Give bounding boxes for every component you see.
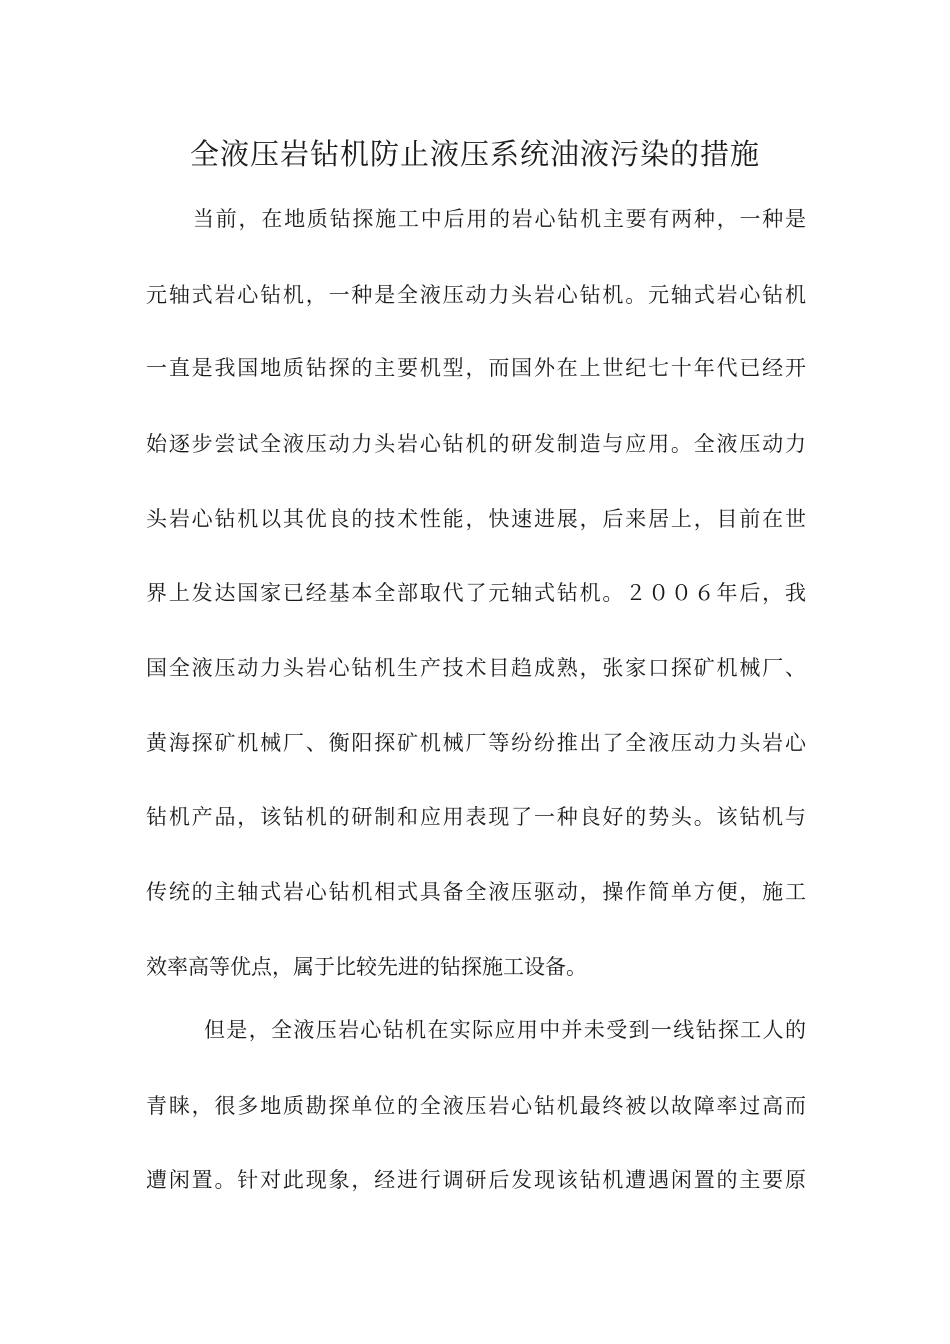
paragraph-1-line-6: 界上发达国家已经基本全部取代了元轴式钻机。２００６年后，我 (146, 581, 806, 605)
paragraph-1-line-5: 头岩心钻机以其优良的技术性能，快速进展，后来居上，目前在世 (146, 507, 806, 531)
document-title: 全液压岩钻机防止液压系统油液污染的措施 (189, 137, 760, 171)
paragraph-1-line-9: 钻机产品，该钻机的研制和应用表现了一种良好的势头。该钻机与 (146, 805, 806, 829)
paragraph-2-line-2: 青睐，很多地质勘探单位的全液压岩心钻机最终被以故障率过高而 (146, 1094, 806, 1118)
paragraph-1-line-4: 始逐步尝试全液压动力头岩心钻机的研发制造与应用。全液压动力 (146, 432, 806, 456)
paragraph-2-line-3: 遭闲置。针对此现象，经进行调研后发现该钻机遭遇闲置的主要原 (146, 1168, 806, 1192)
paragraph-1-line-1: 当前，在地质钻探施工中后用的岩心钻机主要有两种，一种是 (193, 207, 806, 231)
paragraph-1-line-7: 国全液压动力头岩心钻机生产技术目趋成熟，张家口探矿机械厂、 (146, 656, 806, 680)
paragraph-1-line-11: 效率高等优点，属于比较先进的钻探施工设备。 (146, 955, 587, 979)
paragraph-1-line-8: 黄海探矿机械厂、衡阳探矿机械厂等纷纷推出了全液压动力头岩心 (146, 731, 806, 755)
paragraph-1-line-2: 元轴式岩心钻机，一种是全液压动力头岩心钻机。元轴式岩心钻机 (146, 283, 806, 307)
paragraph-2-line-1: 但是，全液压岩心钻机在实际应用中并未受到一线钻探工人的 (204, 1018, 806, 1042)
paragraph-1-line-3: 一直是我国地质钻探的主要机型，而国外在上世纪七十年代已经开 (146, 356, 806, 380)
paragraph-1-line-10: 传统的主轴式岩心钻机相式具备全液压驱动，操作简单方便，施工 (146, 880, 806, 904)
